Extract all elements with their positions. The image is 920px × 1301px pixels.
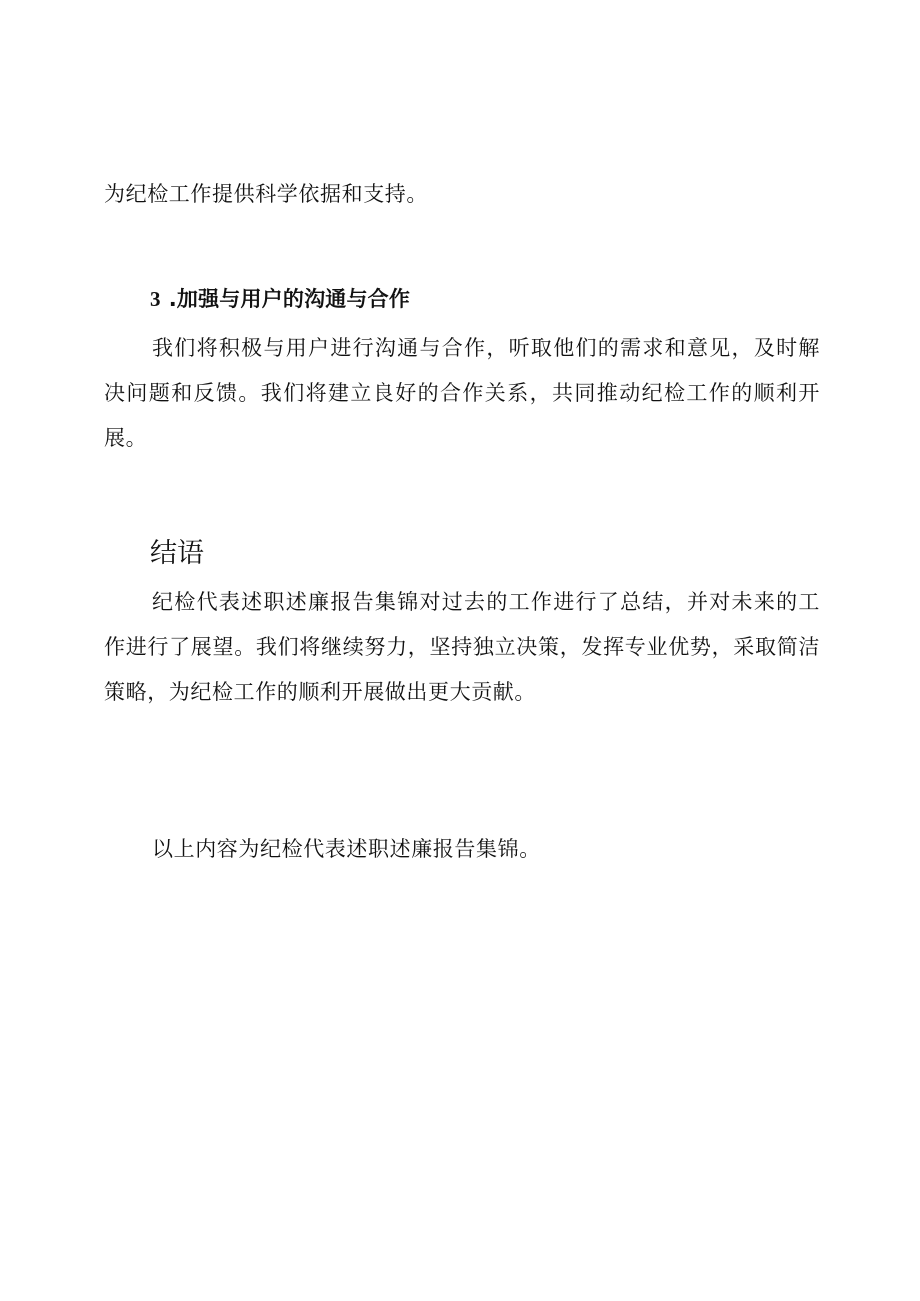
conclusion-body-paragraph: 纪检代表述职述廉报告集锦对过去的工作进行了总结，并对未来的工作进行了展望。我们将继续努力，坚持独立决策，发挥专业优势，采取简洁策略，为纪检工作的顺利开展做出更大贡献。	[104, 590, 820, 704]
item-3-number: 3	[150, 287, 161, 311]
item-3-heading	[150, 284, 820, 314]
closing-paragraph: 以上内容为纪检代表述职述廉报告集锦。	[152, 837, 541, 861]
item-3-body-paragraph: 我们将积极与用户进行沟通与合作，听取他们的需求和意见，及时解决问题和反馈。我们将建立良好的合作关系，共同推动纪检工作的顺利开展。	[104, 336, 820, 450]
conclusion-heading: 结语	[150, 538, 204, 569]
intro-tail-paragraph: 为纪检工作提供科学依据和支持。	[104, 182, 428, 206]
item-3-title: .加强与用户的沟通与合作	[168, 287, 411, 311]
